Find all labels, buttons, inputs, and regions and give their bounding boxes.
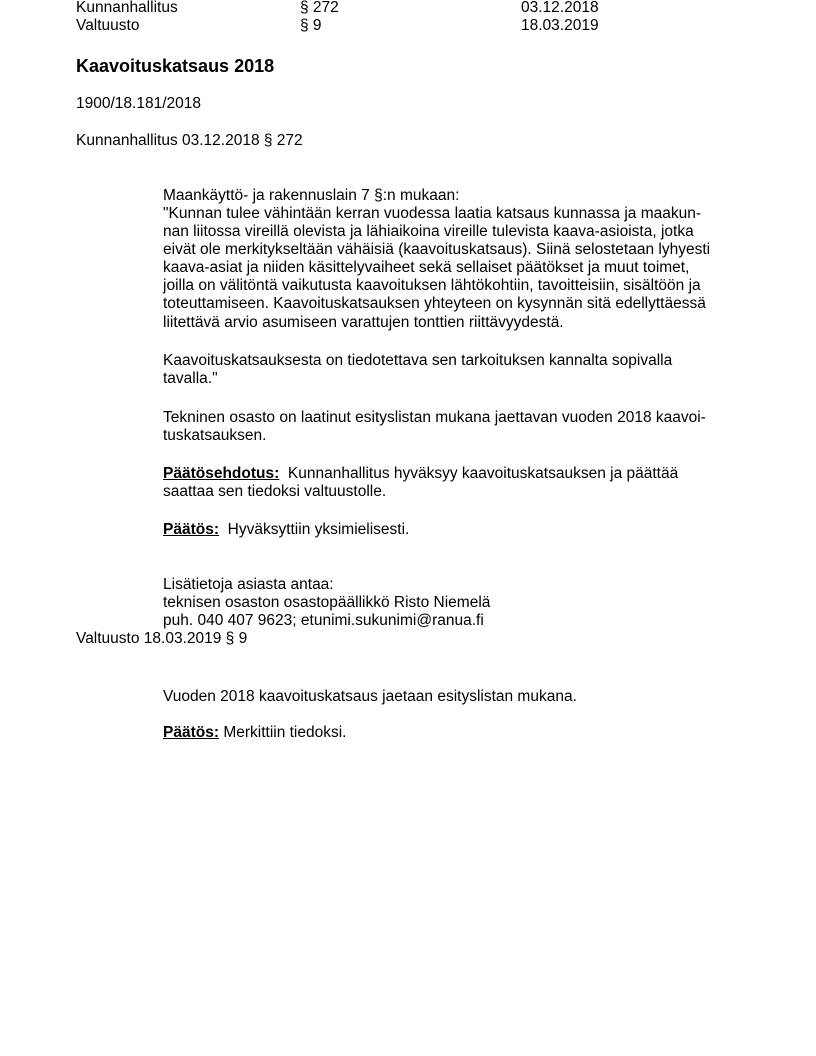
document-title: Kaavoituskatsaus 2018 [76, 56, 275, 76]
paragraph-line: tavalla." [163, 370, 218, 387]
paragraph-line: toteuttamiseen. Kaavoituskatsauksen yhteyteen on kysynnän sitä edellyttäessä [163, 295, 706, 312]
header-date: 03.12.2018 [521, 0, 599, 16]
proposal-text: saattaa sen tiedoksi valtuustolle. [163, 483, 387, 500]
paragraph-line: nan liitossa vireillä olevista ja lähiaikoina vireille tulevista kaava-asioista, jotka [163, 223, 694, 240]
vt-heading: Valtuusto 18.03.2019 § 9 [76, 630, 248, 647]
decision-label: Päätös: [163, 724, 219, 741]
paragraph-line: tuskatsauksen. [163, 427, 267, 444]
kh-heading: Kunnanhallitus 03.12.2018 § 272 [76, 132, 303, 149]
decision-text: Merkittiin tiedoksi. [223, 724, 347, 741]
header-body: Valtuusto [76, 17, 140, 34]
paragraph-line: "Kunnan tulee vähintään kerran vuodessa laatia katsaus kunnassa ja maakun- [163, 205, 702, 222]
decision-text: Hyväksyttiin yksimielisesti. [227, 521, 410, 538]
paragraph-line: Kaavoituskatsauksesta on tiedotettava sen tarkoituksen kannalta sopivalla [163, 352, 673, 369]
paragraph-line: joilla on välitöntä vaikutusta kaavoituksen lähtökohtiin, tavoitteisiin, sisältöön ja [163, 277, 701, 294]
vt-text: Vuoden 2018 kaavoituskatsaus jaetaan esityslistan mukana. [163, 688, 577, 705]
header-section: § 9 [300, 17, 322, 34]
proposal-label: Päätösehdotus: [163, 465, 280, 482]
decision-line [163, 521, 409, 539]
proposal-line [163, 465, 678, 483]
decision-label: Päätös: [163, 521, 219, 538]
contact-line: puh. 040 407 9623; etunimi.sukunimi@ranua.fi [163, 612, 484, 629]
proposal-text: Kunnanhallitus hyväksyy kaavoituskatsauksen ja päättää [287, 465, 679, 482]
vt-decision-line [163, 724, 347, 742]
contact-line: teknisen osaston osastopäällikkö Risto Niemelä [163, 594, 491, 611]
reference-number: 1900/18.181/2018 [76, 95, 201, 112]
paragraph-line: Tekninen osasto on laatinut esityslistan mukana jaettavan vuoden 2018 kaavoi- [163, 409, 706, 426]
paragraph-line: eivät ole merkitykseltään vähäisiä (kaavoituskatsaus). Siinä selostetaan lyhyesti [163, 241, 711, 258]
contact-line: Lisätietoja asiasta antaa: [163, 576, 334, 593]
paragraph-line: kaava-asiat ja niiden käsittelyvaiheet sekä sellaiset päätökset ja muut toimet, [163, 259, 690, 276]
header-section: § 272 [300, 0, 339, 16]
header-body: Kunnanhallitus [76, 0, 178, 16]
paragraph-line: Maankäyttö- ja rakennuslain 7 §:n mukaan: [163, 187, 460, 204]
paragraph-line: liitettävä arvio asumiseen varattujen tonttien riittävyydestä. [163, 314, 564, 331]
header-date: 18.03.2019 [521, 17, 599, 34]
